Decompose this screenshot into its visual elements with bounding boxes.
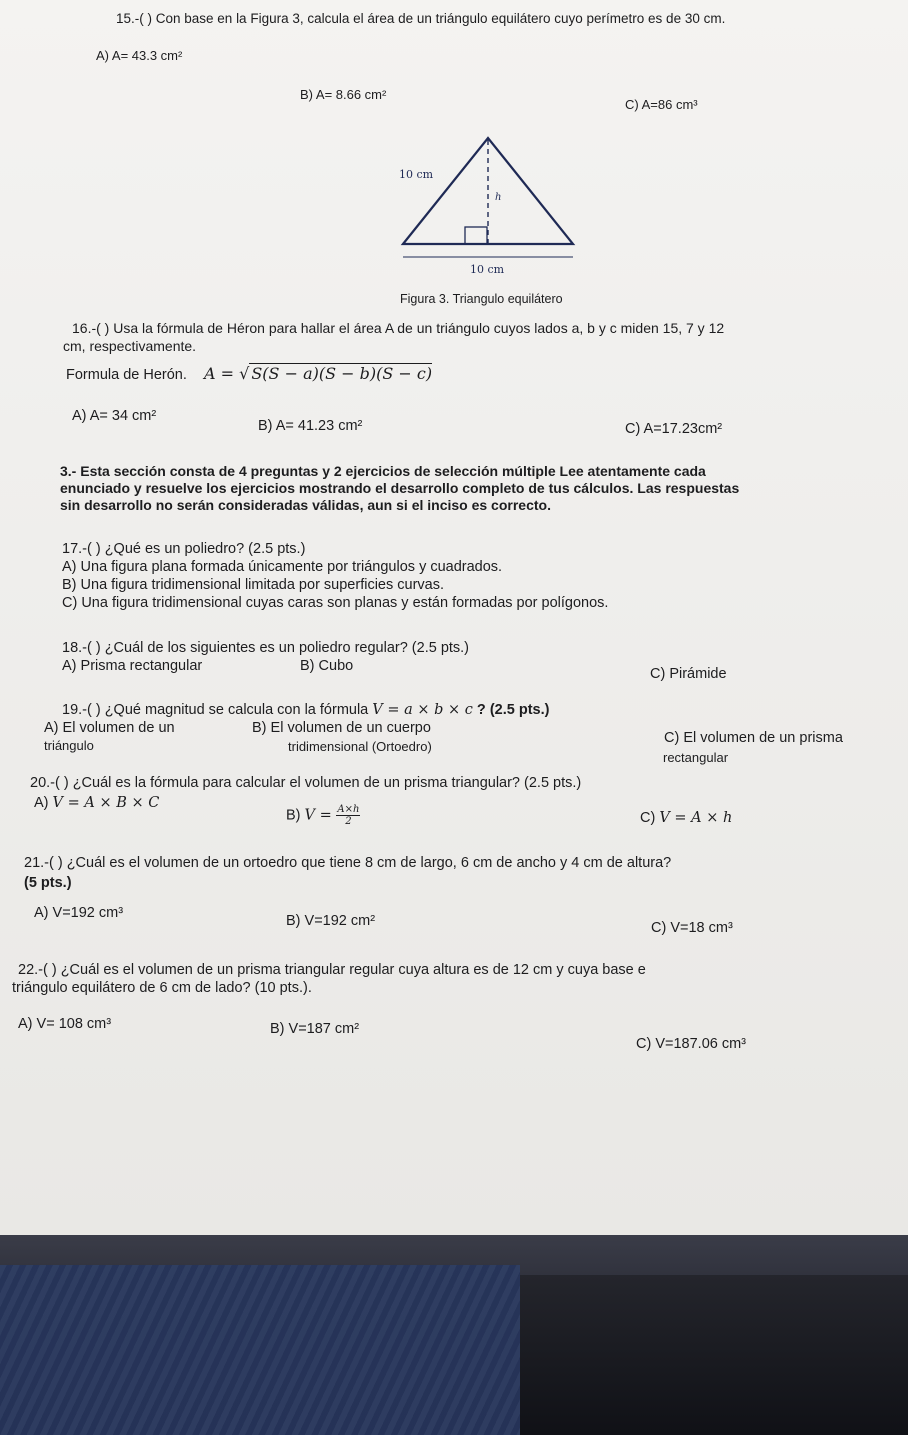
q16-option-a: A) A= 34 cm²	[72, 408, 157, 424]
q17-option-a: A) Una figura plana formada únicamente por triángulos y cuadrados.	[62, 559, 503, 575]
q19-stem-post: ? (2.5 pts.)	[472, 702, 550, 718]
jeans-fabric	[0, 1265, 520, 1435]
q19-formula: V = a × b × c	[372, 702, 473, 718]
side-label: 10 cm	[399, 168, 434, 181]
q15-option-b: B) A= 8.66 cm²	[300, 87, 387, 102]
q17-option-c: C) Una figura tridimensional cuyas caras son planas y están formadas por polígonos.	[62, 595, 609, 611]
q20-option-a-label: A)	[34, 795, 49, 811]
q18-option-b: B) Cubo	[300, 658, 354, 674]
heron-formula-lhs: A =	[204, 364, 240, 383]
fraction-numerator: A×h	[337, 804, 360, 815]
q20-option-b-label: B)	[286, 807, 301, 824]
q17-stem: 17.-( ) ¿Qué es un poliedro? (2.5 pts.)	[62, 541, 306, 557]
q21-stem-line2: (5 pts.)	[24, 875, 72, 891]
q22-stem-line2: triángulo equilátero de 6 cm de lado? (10 pts.).	[12, 980, 312, 996]
base-label: 10 cm	[470, 263, 505, 276]
q20-option-a	[34, 795, 159, 812]
equilateral-triangle-figure	[395, 130, 595, 290]
right-angle-mark	[465, 227, 487, 244]
heron-formula-label: Formula de Herón.	[66, 367, 187, 383]
q20-option-c-formula: V = A × h	[659, 810, 733, 826]
q19-stem	[62, 702, 549, 719]
q20-option-c	[640, 810, 732, 827]
q15-option-c: C) A=86 cm³	[625, 97, 698, 112]
q20-stem: 20.-( ) ¿Cuál es la fórmula para calcular el volumen de un prisma triangular? (2.5 pts.)	[30, 775, 582, 791]
q15-stem: 15.-( ) Con base en la Figura 3, calcula el área de un triángulo equilátero cuyo perímetro es de 30 cm.	[116, 11, 726, 26]
q20-option-c-label: C)	[640, 810, 656, 826]
q22-option-c: C) V=187.06 cm³	[636, 1036, 747, 1052]
q20-option-a-formula: V = A × B × C	[52, 795, 160, 811]
q22-stem-line1: 22.-( ) ¿Cuál es el volumen de un prisma triangular regular cuya altura es de 12 cm y cuya base e	[18, 962, 646, 978]
q15-option-a: A) A= 43.3 cm²	[96, 48, 183, 63]
q19-option-b-line1: B) El volumen de un cuerpo	[252, 720, 431, 736]
figure-caption: Figura 3. Triangulo equilátero	[400, 292, 563, 306]
heron-formula-radicand: S(S − a)(S − b)(S − c)	[251, 364, 433, 383]
dark-floor	[520, 1275, 908, 1435]
q21-option-b: B) V=192 cm²	[286, 913, 376, 929]
heron-formula: A = √ S(S − a)(S − b)(S − c)	[204, 364, 433, 383]
q21-option-c: C) V=18 cm³	[651, 920, 733, 936]
q19-option-c-line2: rectangular	[663, 750, 729, 765]
background-below-page	[0, 1235, 908, 1435]
section3-line2: enunciado y resuelve los ejercicios mostrando el desarrollo completo de tus cálculos. Las respuestas	[60, 480, 740, 496]
height-label: h	[495, 192, 502, 203]
q18-option-a: A) Prisma rectangular	[62, 658, 203, 674]
q22-option-b: B) V=187 cm²	[270, 1021, 360, 1037]
q16-option-b: B) A= 41.23 cm²	[258, 418, 363, 434]
q16-option-c: C) A=17.23cm²	[625, 421, 723, 437]
q19-option-a-line1: A) El volumen de un	[44, 720, 175, 736]
q19-option-b-line2: tridimensional (Ortoedro)	[288, 739, 432, 754]
q21-stem-line1: 21.-( ) ¿Cuál es el volumen de un ortoedro que tiene 8 cm de largo, 6 cm de ancho y 4 cm de altura?	[24, 855, 672, 871]
q20-option-b	[286, 804, 360, 827]
q21-option-a: A) V=192 cm³	[34, 905, 124, 921]
q18-stem: 18.-( ) ¿Cuál de los siguientes es un poliedro regular? (2.5 pts.)	[62, 640, 470, 656]
q19-option-a-line2: triángulo	[44, 738, 94, 753]
q22-option-a: A) V= 108 cm³	[18, 1016, 112, 1032]
fraction-denominator: 2	[345, 816, 352, 827]
q19-option-c-line1: C) El volumen de un prisma	[664, 730, 843, 746]
section3-line3: sin desarrollo no serán consideradas válidas, aun si el inciso es correcto.	[60, 497, 551, 513]
section3-line1: 3.- Esta sección consta de 4 preguntas y 2 ejercicios de selección múltiple Lee atentamente cada	[60, 463, 706, 479]
q16-stem-line2: cm, respectivamente.	[63, 338, 197, 354]
q20-option-b-fraction	[336, 804, 360, 827]
q20-option-b-lhs: V =	[304, 807, 337, 824]
q17-option-b: B) Una figura tridimensional limitada por superficies curvas.	[62, 577, 444, 593]
q19-stem-pre: 19.-( ) ¿Qué magnitud se calcula con la fórmula	[62, 702, 373, 718]
q16-stem-line1: 16.-( ) Usa la fórmula de Héron para hallar el área A de un triángulo cuyos lados a, b y c miden 15, 7 y 12	[72, 320, 725, 336]
q18-option-c: C) Pirámide	[650, 666, 727, 682]
